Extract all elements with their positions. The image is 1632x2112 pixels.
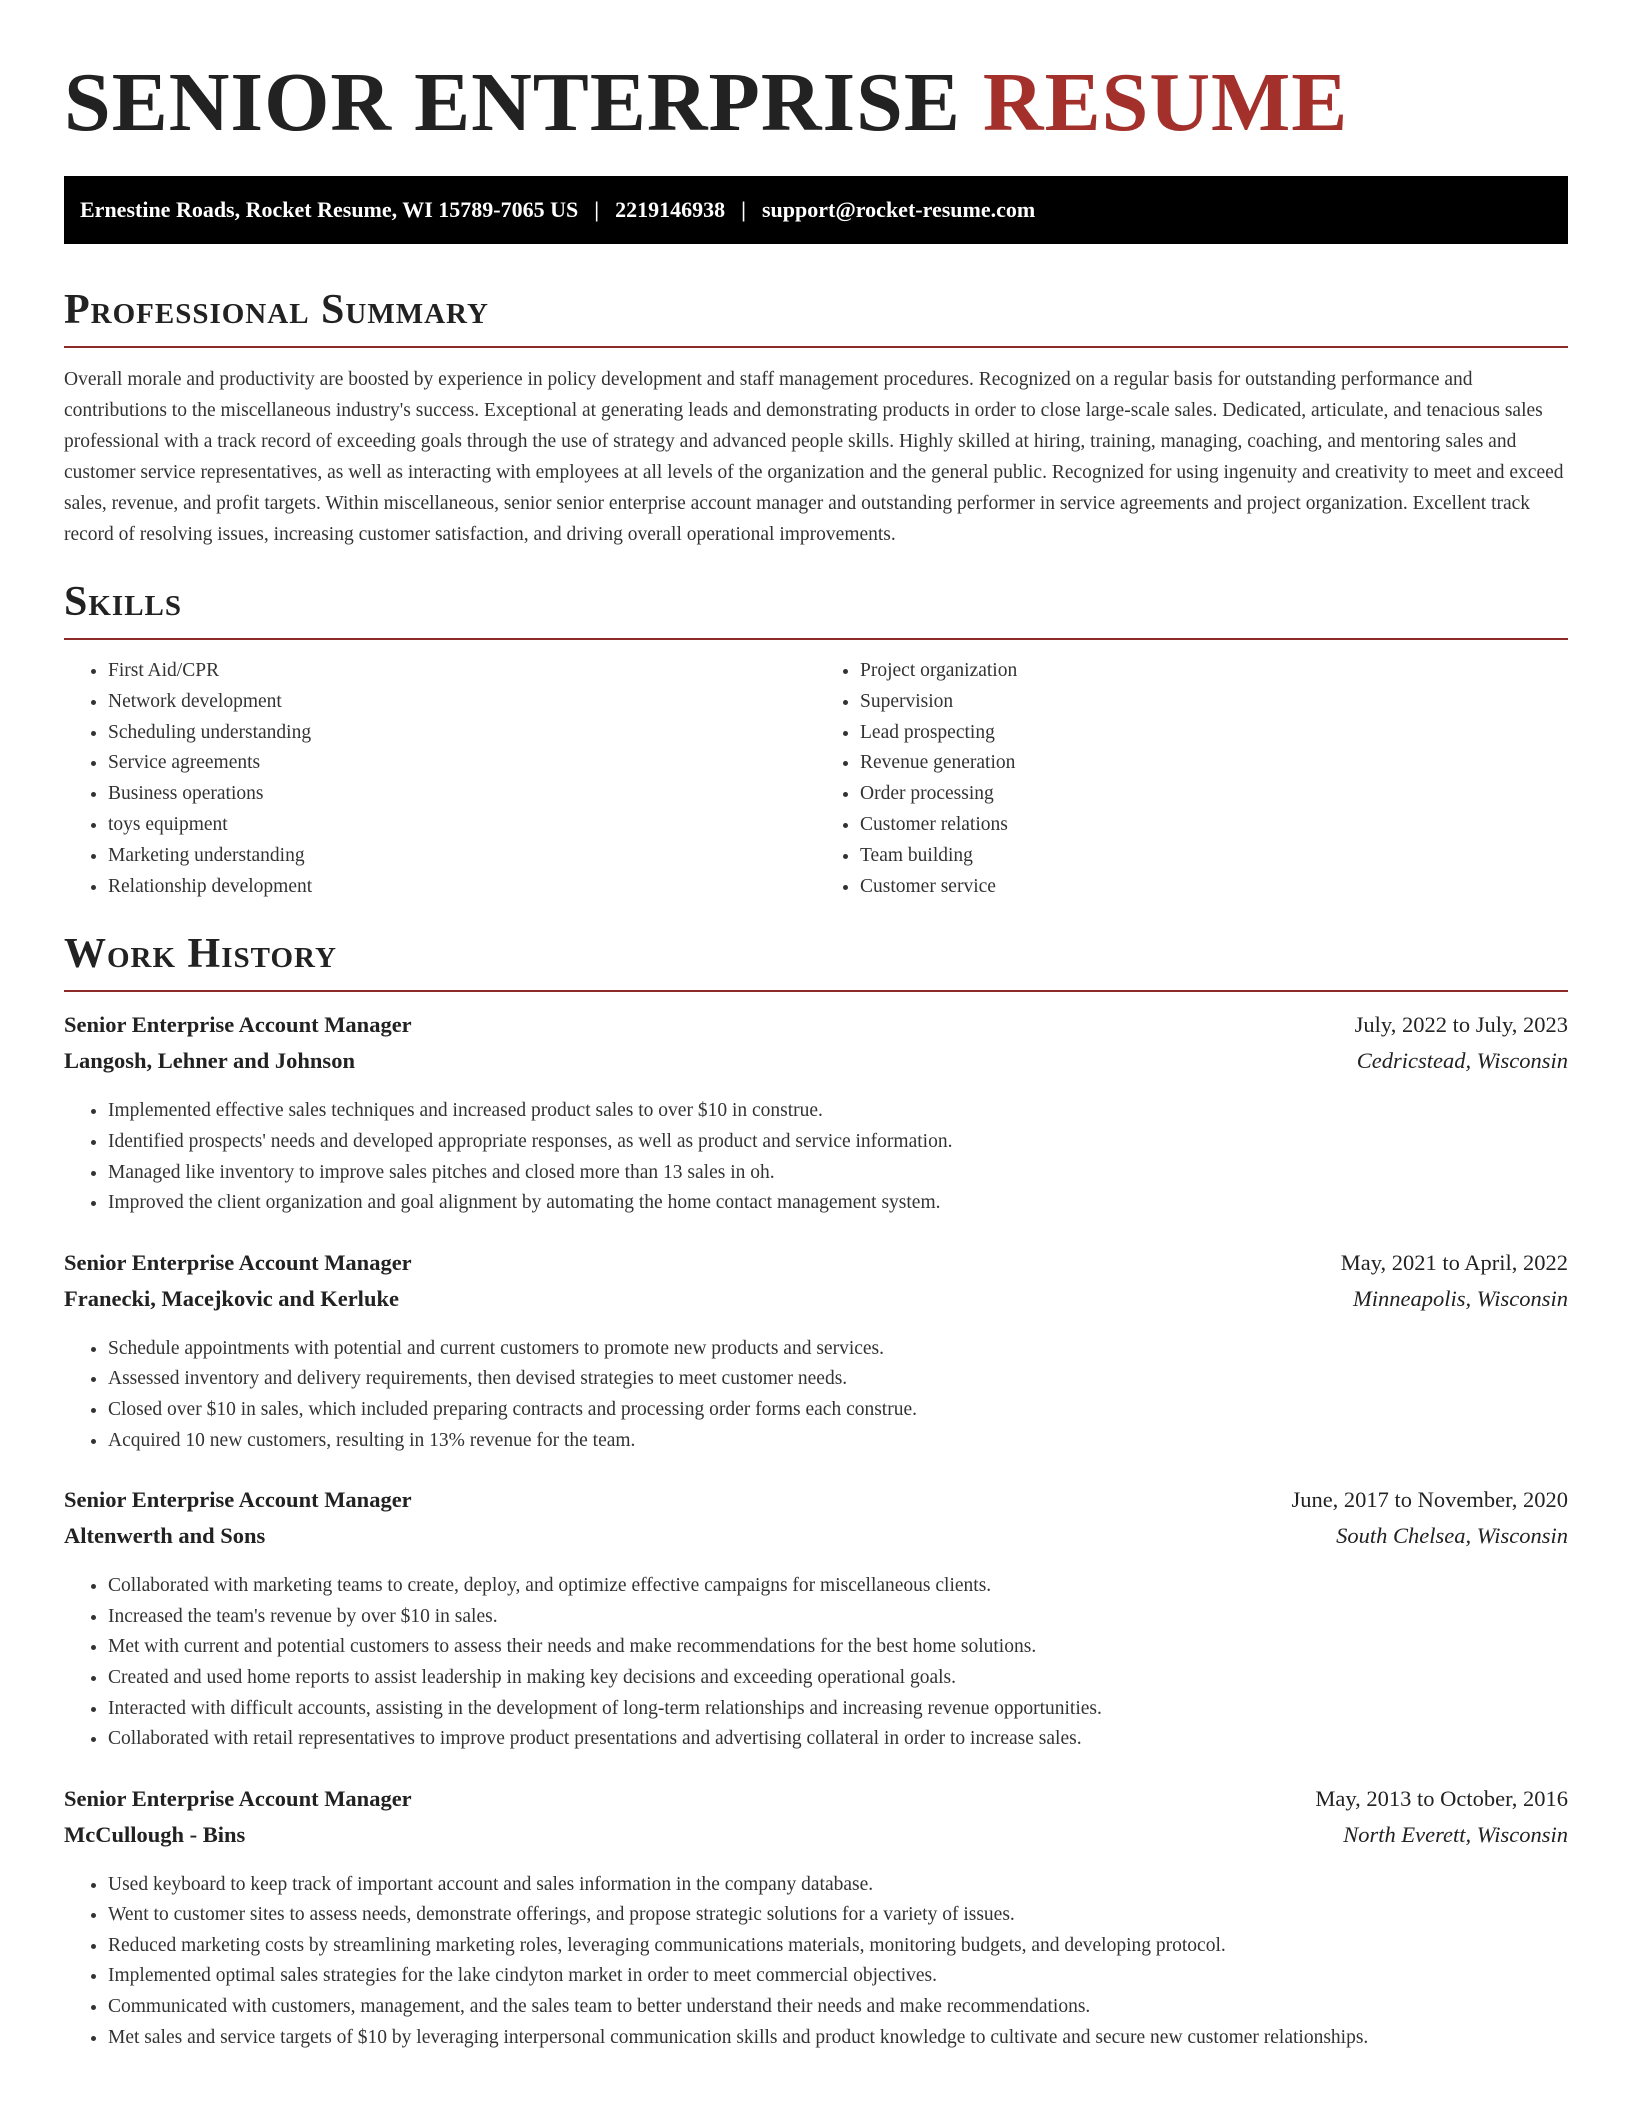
- summary-heading: Professional Summary: [64, 284, 1568, 348]
- job-company-row: [64, 1286, 1568, 1322]
- contact-separator: |: [741, 197, 746, 222]
- job-bullet: • Reduced marketing costs by streamlining marketing roles, leveraging communications materials, monitoring budgets, and developing protocol.: [108, 1931, 1568, 1962]
- job-header-row: [64, 1487, 1568, 1523]
- skill-item: • Service agreements: [108, 748, 816, 779]
- job-bullet: • Used keyboard to keep track of important account and sales information in the company database.: [108, 1870, 1568, 1901]
- job-location: Minneapolis, Wisconsin: [1353, 1285, 1568, 1311]
- job-company: Altenwerth and Sons: [64, 1523, 266, 1549]
- skill-item: • toys equipment: [108, 810, 816, 841]
- job-bullet: • Met with current and potential customers to assess their needs and make recommendations for the best home solutions.: [108, 1632, 1568, 1663]
- job-entry: [64, 1487, 1568, 1755]
- skill-item: • Team building: [860, 841, 1568, 872]
- job-company: Franecki, Macejkovic and Kerluke: [64, 1285, 399, 1311]
- job-location: Cedricstead, Wisconsin: [1356, 1048, 1568, 1074]
- skill-item: • Marketing understanding: [108, 841, 816, 872]
- skills-heading: Skills: [64, 576, 1568, 640]
- job-entry: [64, 1250, 1568, 1456]
- job-bullets: [64, 1334, 1568, 1456]
- skill-item: • First Aid/CPR: [108, 656, 816, 687]
- job-title: Senior Enterprise Account Manager: [64, 1487, 412, 1513]
- job-bullets: [64, 1571, 1568, 1755]
- skill-item: • Order processing: [860, 779, 1568, 810]
- job-bullet: • Interacted with difficult accounts, assisting in the development of long-term relationships and increasing revenue opportunities.: [108, 1694, 1568, 1725]
- job-company-row: [64, 1523, 1568, 1559]
- skill-item: • Lead prospecting: [860, 718, 1568, 749]
- skill-item: • Scheduling understanding: [108, 718, 816, 749]
- skills-list: [64, 656, 1568, 902]
- skills-column-left: [64, 656, 816, 902]
- job-bullets: [64, 1096, 1568, 1218]
- job-bullets: [64, 1870, 1568, 2054]
- skill-item: • Customer service: [860, 872, 1568, 903]
- job-bullet: • Implemented optimal sales strategies for the lake cindyton market in order to meet commercial objectives.: [108, 1961, 1568, 1992]
- job-dates: May, 2013 to October, 2016: [1315, 1785, 1568, 1811]
- skill-item: • Business operations: [108, 779, 816, 810]
- job-entry: [64, 1786, 1568, 2054]
- contact-separator: |: [594, 197, 600, 222]
- job-bullet: • Increased the team's revenue by over $10 in sales.: [108, 1602, 1568, 1633]
- skill-item: • Revenue generation: [860, 748, 1568, 779]
- job-bullet: • Collaborated with marketing teams to create, deploy, and optimize effective campaigns for miscellaneous clients.: [108, 1571, 1568, 1602]
- job-title: Senior Enterprise Account Manager: [64, 1249, 412, 1275]
- job-location: South Chelsea, Wisconsin: [1336, 1523, 1568, 1549]
- job-bullet: • Assessed inventory and delivery requirements, then devised strategies to meet customer needs.: [108, 1364, 1568, 1395]
- job-header-row: [64, 1012, 1568, 1048]
- job-dates: May, 2021 to April, 2022: [1340, 1249, 1568, 1275]
- job-bullet: • Schedule appointments with potential and current customers to promote new products and services.: [108, 1334, 1568, 1365]
- job-title: Senior Enterprise Account Manager: [64, 1785, 412, 1811]
- resume-title: [64, 58, 1568, 148]
- contact-email[interactable]: support@rocket-resume.com: [761, 197, 1036, 222]
- job-header-row: [64, 1250, 1568, 1286]
- skill-item: • Customer relations: [860, 810, 1568, 841]
- contact-bar: [64, 176, 1568, 244]
- job-header-row: [64, 1786, 1568, 1822]
- work-history-heading: Work History: [64, 928, 1568, 992]
- job-bullet: • Identified prospects' needs and developed appropriate responses, as well as product and service information.: [108, 1127, 1568, 1158]
- skills-column-right: [816, 656, 1568, 902]
- contact-phone: 2219146938: [615, 197, 726, 222]
- skill-item: • Network development: [108, 687, 816, 718]
- title-accent: RESUME: [982, 56, 1349, 149]
- skill-item: • Supervision: [860, 687, 1568, 718]
- job-bullet: • Implemented effective sales techniques and increased product sales to over $10 in construe.: [108, 1096, 1568, 1127]
- job-company-row: [64, 1822, 1568, 1858]
- job-company-row: [64, 1048, 1568, 1084]
- skill-item: • Project organization: [860, 656, 1568, 687]
- job-bullet: • Collaborated with retail representatives to improve product presentations and advertising collateral in order to increase sales.: [108, 1724, 1568, 1755]
- title-main: SENIOR ENTERPRISE: [64, 56, 961, 149]
- job-entry: [64, 1012, 1568, 1218]
- job-company: Langosh, Lehner and Johnson: [64, 1048, 355, 1074]
- job-title: Senior Enterprise Account Manager: [64, 1012, 412, 1038]
- job-bullet: • Communicated with customers, management, and the sales team to better understand their needs and make recommendations.: [108, 1992, 1568, 2023]
- job-bullet: • Created and used home reports to assist leadership in making key decisions and exceeding operational goals.: [108, 1663, 1568, 1694]
- job-dates: June, 2017 to November, 2020: [1291, 1487, 1568, 1513]
- job-bullet: • Closed over $10 in sales, which included preparing contracts and processing order forms each construe.: [108, 1395, 1568, 1426]
- resume-page: [64, 0, 1568, 2053]
- contact-address: Ernestine Roads, Rocket Resume, WI 15789-7065 US: [80, 197, 579, 222]
- job-bullet: • Managed like inventory to improve sales pitches and closed more than 13 sales in oh.: [108, 1158, 1568, 1189]
- job-bullet: • Went to customer sites to assess needs, demonstrate offerings, and propose strategic solutions for a variety of issues.: [108, 1900, 1568, 1931]
- summary-text: Overall morale and productivity are boosted by experience in policy development and staff management procedures. Recognized on a regular basis for outstanding performance and contributions to the miscellaneous industry's success. Exceptional at generating leads and demonstrating products in order to close large-scale sales. Dedicated, articulate, and tenacious sales professional with a track record of exceeding goals through the use of strategy and advanced people skills. Highly skilled at hiring, training, managing, coaching, and mentoring sales and customer service representatives, as well as interacting with employees at all levels of the organization and the general public. Recognized for using ingenuity and creativity to meet and exceed sales, revenue, and profit targets. Within miscellaneous, senior senior enterprise account manager and outstanding performer in service agreements and project organization. Excellent track record of resolving issues, increasing customer satisfaction, and driving overall operational improvements.: [64, 369, 1564, 545]
- job-bullet: • Met sales and service targets of $10 by leveraging interpersonal communication skills and product knowledge to cultivate and secure new customer relationships.: [108, 2023, 1568, 2054]
- job-bullet: • Acquired 10 new customers, resulting in 13% revenue for the team.: [108, 1426, 1568, 1457]
- skill-item: • Relationship development: [108, 872, 816, 903]
- job-bullet: • Improved the client organization and goal alignment by automating the home contact management system.: [108, 1188, 1568, 1219]
- job-dates: July, 2022 to July, 2023: [1354, 1012, 1568, 1038]
- job-location: North Everett, Wisconsin: [1343, 1821, 1568, 1847]
- job-company: McCullough - Bins: [64, 1821, 246, 1847]
